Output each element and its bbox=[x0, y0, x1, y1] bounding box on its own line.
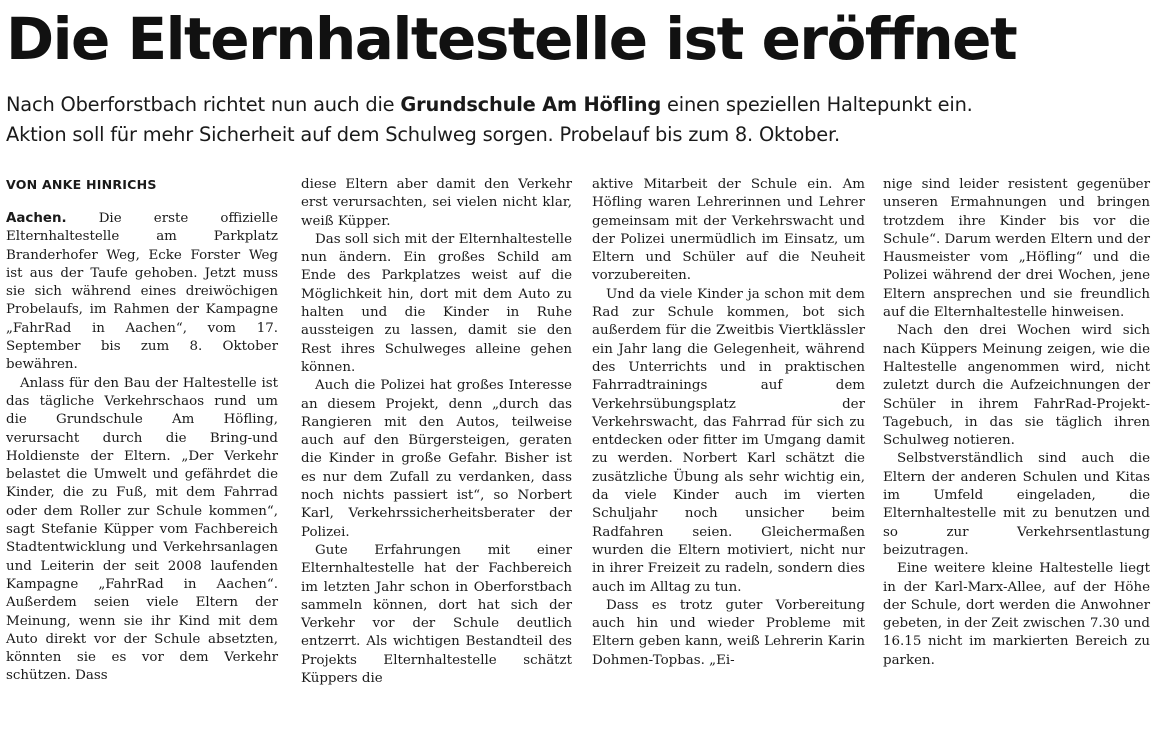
subhead-line-2: Aktion soll für mehr Sicherheit auf dem Schulweg sorgen. Probelauf bis zum 8. Oktober. bbox=[6, 123, 840, 146]
subhead-line-1 bbox=[6, 90, 1152, 120]
paragraph: aktive Mitarbeit der Schule ein. Am Höfling waren Lehrerinnen und Lehrer gemeinsam mit der Verkehrswacht und der Polizei unermüdlich im Einsatz, um Eltern und Schüler auf die Neuheit vorzubereiten. bbox=[592, 177, 865, 284]
school-name: Grundschule Am Höfling bbox=[400, 93, 662, 116]
paragraph bbox=[6, 210, 278, 375]
subhead-line-1-start: Nach Oberforstbach richtet nun auch die bbox=[6, 93, 401, 116]
headline: Die Elternhaltestelle ist eröffnet bbox=[6, 5, 1017, 73]
paragraph: Eine weitere kleine Haltestelle liegt in der Karl-Marx-Allee, auf der Höhe der Schule, dort werden die Anwohner gebeten, in der Zeit zwischen 7.30 und 16.15 nicht im markierten Bereich zu parken. bbox=[883, 561, 1150, 668]
column-4 bbox=[883, 176, 1150, 670]
lead-text: Die erste offizielle Elternhaltestelle am Parkplatz Branderhofer Weg, Ecke Forster Weg ist aus der Taufe gehoben. Jetzt muss sie sich während eines dreiwöchigen Probelaufs, im Rahmen der Kampagne „FahrRad in Aachen“, vom 17. September bis zum 8. Oktober bewähren. bbox=[6, 211, 278, 373]
column-3 bbox=[592, 176, 865, 670]
dateline: Aachen. bbox=[6, 211, 67, 226]
column-1 bbox=[6, 176, 278, 686]
paragraph: Gute Erfahrungen mit einer Elternhaltestelle hat der Fachbereich im letzten Jahr schon in Oberforstbach sammeln können, dort hat sich der Verkehr vor der Schule deutlich entzerrt. Als wichtigen Bestandteil des Projekts Elternhaltestelle schätzt Küppers die bbox=[301, 542, 572, 687]
column-2 bbox=[301, 176, 572, 688]
paragraph: Anlass für den Bau der Haltestelle ist das tägliche Verkehrschaos rund um die Grundschule Am Höfling, verursacht durch die Bring-und Holdienste der Eltern. „Der Verkehr belastet die Umwelt und gefährdet die Kinder, die zu Fuß, mit dem Fahrrad oder dem Roller zur Schule kommen“, sagt Stefanie Küpper vom Fachbereich Stadtentwicklung und Verkehrsanlagen und Leiterin der seit 2008 laufenden Kampagne „FahrRad in Aachen“. Außerdem seien viele Eltern der Meinung, wenn sie ihr Kind mit dem Auto direkt vor der Schule absetzten, könnten sie es vor dem Verkehr schützen. Dass bbox=[6, 375, 278, 684]
paragraph: diese Eltern aber damit den Verkehr erst verursachten, sei vielen nicht klar, weiß Küpper. bbox=[301, 177, 572, 229]
paragraph: Selbstverständlich sind auch die Eltern der anderen Schulen und Kitas im Umfeld eingeladen, die Elternhaltestelle mit zu benutzen und so zur Verkehrsentlastung beizutragen. bbox=[883, 451, 1150, 558]
paragraph: Nach den drei Wochen wird sich nach Küppers Meinung zeigen, wie die Haltestelle angenommen wird, nicht zuletzt durch die Aufzeichnungen der Schüler in ihrem FahrRad-Projekt-Tagebuch, in das sie täglich ihren Schulweg notieren. bbox=[883, 323, 1150, 449]
paragraph: Das soll sich mit der Elternhaltestelle nun ändern. Ein großes Schild am Ende des Parkplatzes weist auf die Möglichkeit hin, dort mit dem Auto zu halten und die Kinder in Ruhe aussteigen zu lassen, damit sie den Rest ihres Schulweges alleine gehen können. bbox=[301, 231, 572, 375]
paragraph: Auch die Polizei hat großes Interesse an diesem Projekt, denn „durch das Rangieren mit den Autos, teilweise auch auf den Bürgersteigen, geraten die Kinder in große Gefahr. Bisher ist es nur dem Zufall zu verdanken, dass noch nichts passiert ist“, so Norbert Karl, Verkehrssicherheitsberater der Polizei. bbox=[301, 378, 572, 540]
subheadline bbox=[6, 90, 1152, 150]
subhead-line-1-end: einen speziellen Haltepunkt ein. bbox=[661, 93, 973, 116]
paragraph: Dass es trotz guter Vorbereitung auch hin und wieder Probleme mit Eltern geben kann, weiß Lehrerin Karin Dohmen-Topbas. „Ei- bbox=[592, 597, 865, 668]
paragraph: Und da viele Kinder ja schon mit dem Rad zur Schule kommen, bot sich außerdem für die Zweitbis Viertklässler ein Jahr lang die Gelegenheit, während des Unterrichts und in praktischen Fahrradtrainings auf dem Verkehrsübungsplatz der Verkehrswacht, das Fahrrad für sich zu entdecken oder fitter im Umgang damit zu werden. Norbert Karl schätzt die zusätzliche Übung als sehr wichtig ein, da viele Kinder auch im vierten Schuljahr noch unsicher beim Radfahren seien. Gleichermaßen wurden die Eltern motiviert, nicht nur in ihrer Freizeit zu radeln, sondern dies auch im Alltag zu tun. bbox=[592, 286, 865, 595]
byline: VON ANKE HINRICHS bbox=[6, 177, 157, 192]
paragraph: nige sind leider resistent gegenüber unseren Ermahnungen und bringen trotzdem ihre Kinder bis vor die Schule“. Darum werden Eltern und der Hausmeister vom „Höfling“ und die Polizei während der drei Wochen, jene Eltern ansprechen und sie freundlich auf die Elternhaltestelle hinweisen. bbox=[883, 177, 1150, 321]
